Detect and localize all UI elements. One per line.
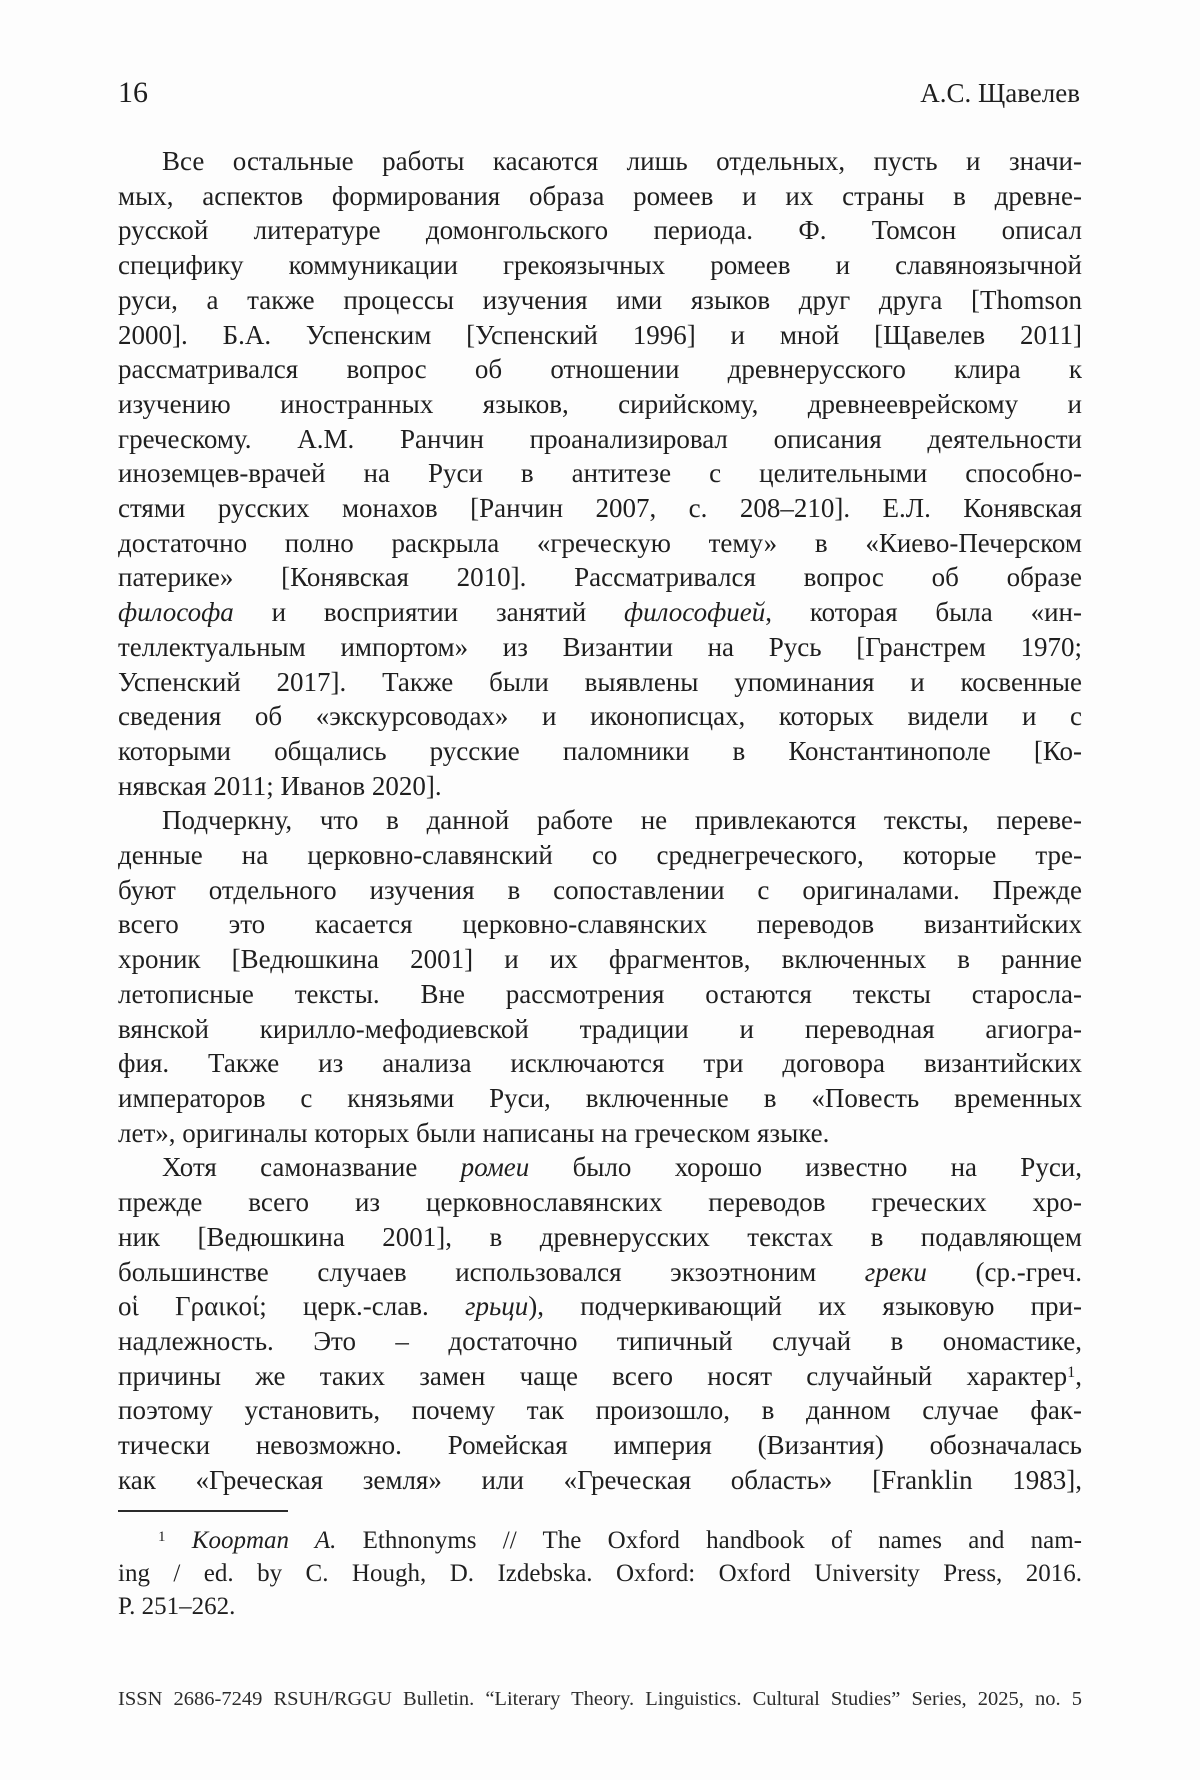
text-line (118, 1116, 1082, 1151)
text-segment: греки (864, 1256, 927, 1287)
text-line (118, 630, 1082, 665)
paragraph (118, 803, 1082, 1150)
text-line (118, 1393, 1082, 1428)
text-segment: , (1075, 1360, 1082, 1391)
running-head-author: А.С. Щавелев (920, 78, 1080, 108)
page-header (118, 76, 1080, 110)
text-line (118, 283, 1082, 318)
text-segment: всего это касается церковно-славянских переводов византийских (118, 909, 1082, 940)
footnote-marker: 1 (158, 1528, 166, 1545)
text-segment: Все остальные работы касаются лишь отдельных, пусть и значи- (162, 146, 1082, 176)
text-line (118, 1463, 1082, 1498)
text-segment: надлежность. Это – достаточно типичный случай в ономастике, (118, 1325, 1082, 1356)
text-line (118, 1150, 1082, 1185)
text-line (118, 873, 1082, 908)
text-segment: ромеи (460, 1152, 530, 1183)
footnote-marker: 1 (1067, 1362, 1076, 1381)
text-segment: Подчеркну, что в данной работе не привлекаются тексты, переве- (162, 805, 1082, 836)
text-line (118, 456, 1082, 491)
text-line (118, 907, 1082, 942)
text-line (118, 1220, 1082, 1255)
text-segment: которыми общались русские паломники в Константинополе [Ко- (118, 735, 1082, 766)
text-line (118, 769, 1082, 804)
text-segment: руси, а также процессы изучения ими языков друг друга [Thomson (118, 284, 1082, 315)
page-number: 16 (118, 76, 148, 109)
text-segment: лет», оригиналы которых были написаны на греческом языке. (118, 1117, 830, 1148)
text-line (118, 248, 1082, 283)
paragraph (118, 1524, 1082, 1623)
text-line (118, 213, 1082, 248)
text-line (118, 1324, 1082, 1359)
text-segment: императоров с князьями Руси, включенные в «Повесть временных (118, 1082, 1082, 1113)
text-line (118, 1428, 1082, 1463)
text-segment: греческому. А.М. Ранчин проанализировал описания деятельности (118, 423, 1082, 454)
text-segment: хроник [Ведюшкина 2001] и их фрагментов, включенных в ранние (118, 944, 1082, 975)
text-segment: буют отдельного изучения в сопоставлении с оригиналами. Прежде (118, 874, 1082, 905)
footnote-separator (118, 1510, 288, 1512)
text-segment: иноземцев-врачей на Руси в антитезе с целительными способно- (118, 458, 1082, 489)
text-segment: ник [Ведюшкина 2001], в древнерусских текстах в подавляющем (118, 1221, 1082, 1252)
text-segment: ing / ed. by C. Hough, D. Izdebska. Oxford: Oxford University Press, 2016. (118, 1560, 1082, 1587)
text-segment: нявская 2011; Иванов 2020]. (118, 770, 442, 801)
text-line (118, 1185, 1082, 1220)
paragraph (118, 144, 1082, 803)
text-segment: философией (624, 597, 766, 628)
text-segment: сведения об «экскурсоводах» и иконописцах, которых видели и с (118, 701, 1082, 732)
text-segment: летописные тексты. Вне рассмотрения остаются тексты старосла- (118, 978, 1082, 1009)
text-segment: тически невозможно. Ромейская империя (Византия) обозначалась (118, 1430, 1082, 1461)
text-segment: прежде всего из церковнославянских переводов греческих хро- (118, 1187, 1082, 1218)
text-line (118, 422, 1082, 457)
text-segment: (ср.-греч. (926, 1256, 1082, 1287)
text-segment: ), подчеркивающий их языковую при- (528, 1291, 1082, 1322)
text-line (118, 1012, 1082, 1047)
paragraph (118, 1150, 1082, 1497)
text-line (118, 942, 1082, 977)
journal-footer: ISSN 2686-7249 RSUH/RGGU Bulletin. “Literary Theory. Linguistics. Cultural Studies” Series, 2025, no. 5 (118, 1688, 1082, 1710)
text-segment: 2000]. Б.А. Успенским [Успенский 1996] и мной [Щавелев 2011] (118, 319, 1082, 350)
text-line (118, 1081, 1082, 1116)
text-line (118, 179, 1082, 214)
text-segment: грьци (464, 1291, 529, 1322)
text-line (118, 1359, 1082, 1394)
text-line (118, 595, 1082, 630)
text-line (118, 734, 1082, 769)
text-segment: изучению иностранных языков, сирийскому, древнееврейскому и (118, 388, 1082, 419)
text-segment: причины же таких замен чаще всего носят случайный характер (118, 1360, 1068, 1391)
text-segment: патерике» [Конявская 2010]. Рассматривался вопрос об образе (118, 562, 1082, 593)
text-segment: Успенский 2017]. Также были выявлены упоминания и косвенные (118, 666, 1082, 697)
text-segment: P. 251–262. (118, 1593, 236, 1620)
footnote (118, 1524, 1082, 1623)
text-line (118, 560, 1082, 595)
text-segment: специфику коммуникации грекоязычных ромеев и славяноязычной (118, 250, 1082, 281)
text-segment: как «Греческая земля» или «Греческая область» [Franklin 1983], (118, 1464, 1082, 1495)
text-line (118, 526, 1082, 561)
text-segment: русской литературе домонгольского периода. Ф. Томсон описал (118, 215, 1082, 246)
text-line (118, 1046, 1082, 1081)
text-segment: большинстве случаев использовался экзоэтноним (118, 1256, 865, 1287)
text-segment: рассматривался вопрос об отношении древнерусского клира к (118, 354, 1082, 385)
text-line (118, 352, 1082, 387)
text-line (118, 1289, 1082, 1324)
text-segment: Хотя самоназвание (162, 1152, 461, 1183)
article-body (118, 144, 1082, 1497)
text-segment (166, 1527, 192, 1554)
text-segment: οἱ Γραικοί; церк.-слав. (118, 1291, 465, 1322)
text-line (118, 838, 1082, 873)
text-segment: поэтому установить, почему так произошло, в данном случае фак- (118, 1395, 1082, 1426)
text-segment: вянской кирилло-мефодиевской традиции и переводная агиогра- (118, 1013, 1082, 1044)
text-segment: денные на церковно-славянский со среднегреческого, которые тре- (118, 840, 1082, 871)
text-segment: достаточно полно раскрыла «греческую тему» в «Киево-Печерском (118, 527, 1082, 558)
text-line (118, 1590, 1082, 1623)
text-line (118, 665, 1082, 700)
text-line (118, 803, 1082, 838)
text-segment: и восприятии занятий (233, 597, 625, 628)
text-line (118, 1255, 1082, 1290)
text-line (118, 144, 1082, 179)
text-line (118, 699, 1082, 734)
text-segment: мых, аспектов формирования образа ромеев и их страны в древне- (118, 180, 1082, 211)
text-segment: стями русских монахов [Ранчин 2007, с. 208–210]. Е.Л. Конявская (118, 493, 1082, 524)
text-segment: , которая была «ин- (765, 597, 1082, 628)
text-line (118, 491, 1082, 526)
text-segment: теллектуальным импортом» из Византии на Русь [Гранстрем 1970; (118, 631, 1082, 662)
text-line (118, 1557, 1082, 1590)
text-segment: Ethnonyms // The Oxford handbook of names and nam- (336, 1527, 1082, 1554)
text-line (118, 977, 1082, 1012)
text-segment: философа (118, 597, 234, 628)
text-line (118, 1524, 1082, 1557)
text-line (118, 318, 1082, 353)
text-segment: Koopman A. (191, 1527, 337, 1554)
text-segment: было хорошо известно на Руси, (529, 1152, 1083, 1183)
text-line (118, 387, 1082, 422)
text-segment: фия. Также из анализа исключаются три договора византийских (118, 1048, 1082, 1079)
